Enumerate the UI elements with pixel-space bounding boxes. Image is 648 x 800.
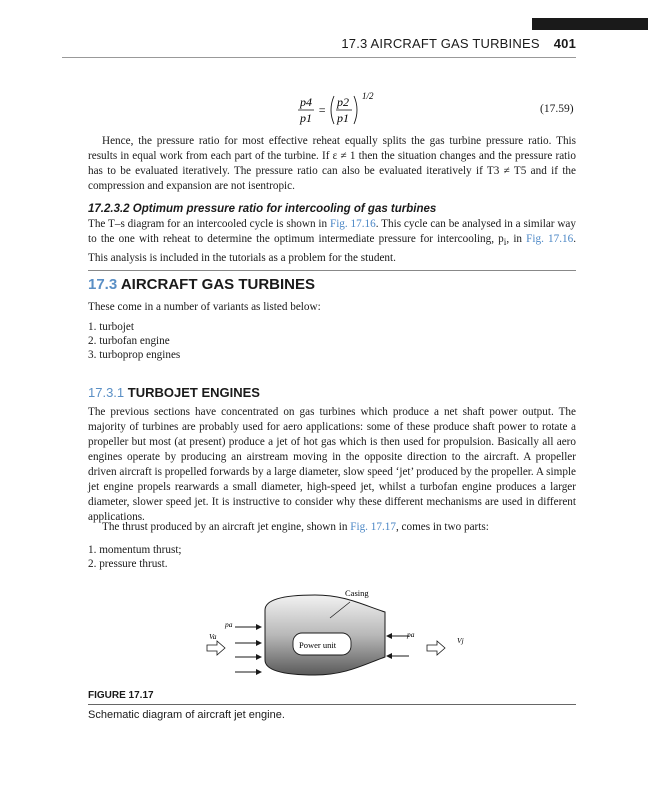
- text-span: . This analysis is included in the tutorials as a problem for the student.: [88, 233, 577, 265]
- section-title: TURBOJET ENGINES: [127, 385, 260, 400]
- figure-caption: Schematic diagram of aircraft jet engine.: [88, 709, 285, 721]
- power-unit-label: Power unit: [299, 640, 337, 650]
- jet-engine-diagram: [195, 585, 515, 690]
- paragraph-intercooling: [88, 217, 576, 266]
- equation-17-59: [296, 90, 386, 134]
- header-rule: [62, 57, 576, 58]
- variants-list: [88, 320, 180, 362]
- figure-link-17-16[interactable]: Fig. 17.16: [329, 218, 376, 230]
- paragraph-reheat: Hence, the pressure ratio for most effective reheat equally splits the gas turbine pressure ratio. This results in equal work from each part of the turbine. If ε ≠ 1 then the situation changes and the pressure ratio has to be evaluated iteratively. The pressure ratio can also be evaluated iteratively if T3 ≠ T5 and if the compression and expansion are not isentropic.: [88, 135, 576, 192]
- equation-number: (17.59): [540, 103, 574, 115]
- va-label: Va: [209, 632, 217, 641]
- list-item: 1. momentum thrust;: [88, 544, 182, 556]
- eq-rhs-num: p2: [337, 95, 349, 109]
- paragraph-variants-intro: These come in a number of variants as listed below:: [88, 301, 321, 313]
- jet-arrow-icon: [427, 641, 445, 655]
- page-number: 401: [553, 36, 576, 51]
- equation-render: [296, 90, 386, 130]
- section-number: 17.3.1: [88, 385, 125, 400]
- list-item: 1. turbojet: [88, 321, 134, 333]
- list-item: 2. turbofan engine: [88, 335, 170, 347]
- list-item: 3. turboprop engines: [88, 349, 181, 361]
- inflow-arrow-icon: [207, 641, 225, 655]
- figure-link-17-16[interactable]: Fig. 17.16: [526, 233, 574, 245]
- vj-label: Vj: [457, 636, 464, 645]
- svg-text:=: =: [318, 103, 327, 117]
- pa-left-label: pa: [225, 620, 233, 629]
- jet-engine-svg: [195, 585, 515, 685]
- paragraph-thrust: [88, 520, 576, 535]
- eq-lhs-den: p1: [300, 111, 312, 125]
- section-number: 17.3: [88, 276, 118, 293]
- header-bar: [532, 18, 648, 30]
- section-divider: [88, 270, 576, 271]
- text-span: The T–s diagram for an intercooled cycle is shown in: [88, 218, 330, 230]
- eq-rhs-den: p1: [337, 111, 349, 125]
- section-title: AIRCRAFT GAS TURBINES: [120, 276, 315, 293]
- running-header: [0, 36, 576, 51]
- text-span: The thrust produced by an aircraft jet engine, shown in: [102, 521, 351, 533]
- section-17-3-1-heading: [88, 385, 260, 400]
- section-17-2-3-2-heading: [88, 203, 436, 215]
- header-title: 17.3 AIRCRAFT GAS TURBINES: [341, 36, 540, 51]
- casing-label: Casing: [345, 588, 369, 598]
- subscript: i: [503, 238, 507, 249]
- paragraph-turbojet: The previous sections have concentrated on gas turbines which produce a net shaft power output. The majority of turbines are probably used for aero applications: some of these produce shaft power to rotate a propeller but most (at present) produce a jet of hot gas which is then used for propulsion. Basically all aero engines operate by producing an airstream moving in the opposite direction to the aircraft. A propeller driven aircraft is propelled forwards by a large diameter, slow speed ‘jet’ produced by the propeller. A simple jet engine propels rearwards a small diameter, high-speed jet, whilst a turbofan engine produces a larger diameter, slower speed jet. It is instructive to consider why these different mechanisms are used in different applications.: [88, 406, 576, 523]
- section-number: 17.2.3.2: [88, 203, 130, 215]
- section-17-3-heading: [88, 276, 315, 293]
- figure-link-17-17[interactable]: Fig. 17.17: [350, 521, 396, 533]
- list-item: 2. pressure thrust.: [88, 558, 168, 570]
- eq-lhs-num: p4: [300, 95, 312, 109]
- eq-exponent: 1/2: [362, 91, 374, 101]
- figure-rule: [88, 704, 576, 705]
- text-span: , comes in two parts:: [395, 521, 489, 533]
- text-span: . This cycle can be analysed in a similar way to the one with reheat to determine the optimum intermediate pressure for intercooling, p: [88, 218, 576, 245]
- pa-right-label: pa: [407, 630, 415, 639]
- thrust-parts-list: [88, 543, 182, 571]
- section-title: Optimum pressure ratio for intercooling of gas turbines: [132, 203, 437, 215]
- text-span: , in: [506, 233, 527, 245]
- figure-label: FIGURE 17.17: [88, 690, 154, 701]
